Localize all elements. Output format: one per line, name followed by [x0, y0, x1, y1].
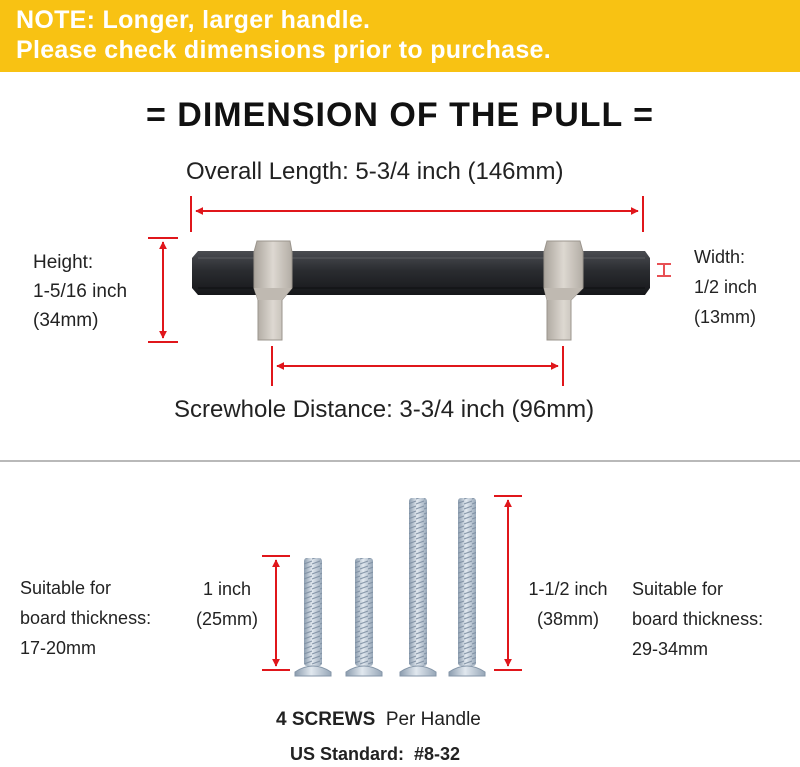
height-line-2: 1-5/16 inch	[33, 281, 128, 302]
short-screw-suitable-label	[20, 573, 151, 663]
width-arrow	[657, 264, 671, 276]
height-line-3: (34mm)	[33, 310, 99, 331]
page-title: = DIMENSION OF THE PULL =	[146, 96, 654, 134]
us-standard-key: US Standard:	[290, 744, 405, 764]
short-suitable-line-1: Suitable for	[20, 578, 112, 598]
screwhole-distance-arrow	[272, 346, 563, 386]
screw-long-1	[400, 498, 436, 676]
width-line-3: (13mm)	[694, 307, 756, 327]
overall-length-label: Overall Length: 5-3/4 inch (146mm)	[186, 158, 564, 185]
long-suitable-line-3: 29-34mm	[632, 639, 709, 659]
screw-long-2	[449, 498, 485, 676]
height-arrow	[148, 238, 178, 342]
banner-line-2: Please check dimensions prior to purchase.	[16, 36, 552, 64]
long-screw-length-label	[521, 574, 615, 634]
screw-count-label	[276, 709, 481, 731]
width-line-1: Width:	[694, 247, 746, 267]
long-screw-arrow	[494, 496, 522, 670]
width-line-2: 1/2 inch	[694, 277, 758, 297]
screwhole-distance-label: Screwhole Distance: 3-3/4 inch (96mm)	[174, 396, 595, 423]
short-length-line-1: 1 inch	[202, 579, 252, 599]
screw-short-1	[295, 558, 331, 676]
long-length-line-1: 1-1/2 inch	[528, 579, 608, 599]
short-suitable-line-3: 17-20mm	[20, 638, 97, 658]
short-suitable-line-2: board thickness:	[20, 608, 152, 628]
long-screw-suitable-label	[632, 574, 763, 664]
height-line-1: Height:	[33, 252, 94, 273]
long-suitable-line-2: board thickness:	[632, 609, 764, 629]
banner-line-1: NOTE: Longer, larger handle.	[16, 6, 371, 34]
us-standard-label	[290, 744, 460, 765]
section-divider	[0, 460, 800, 462]
short-screw-arrow	[262, 556, 290, 670]
pull-handle-image	[192, 241, 650, 340]
screw-short-2	[346, 558, 382, 676]
long-length-line-2: (38mm)	[537, 609, 599, 629]
short-screw-length-label	[191, 574, 263, 634]
overall-length-arrow	[191, 196, 643, 232]
short-length-line-2: (25mm)	[196, 609, 258, 629]
us-standard-value: #8-32	[414, 744, 461, 764]
long-suitable-line-1: Suitable for	[632, 579, 724, 599]
screw-count-rest: Per Handle	[385, 709, 481, 730]
screw-count-bold: 4 SCREWS	[276, 709, 376, 730]
